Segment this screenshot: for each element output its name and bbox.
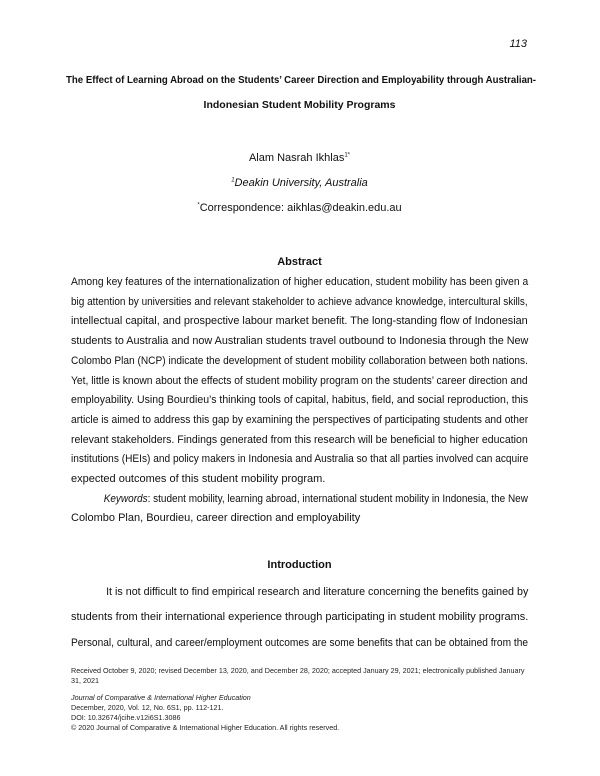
page-number: 113	[509, 38, 527, 50]
received-dates: Received October 9, 2020; revised December 13, 2020, and December 28, 2020; accepted January 29, 2021; electronically published January 31, 2021	[71, 666, 525, 685]
title-line-2: Indonesian Student Mobility Programs	[203, 99, 396, 111]
abstract-heading: Abstract	[277, 256, 322, 268]
intro-line: It is not difficult to find empirical research and literature concerning the benefits gained by	[106, 586, 529, 598]
abstract-line: big attention by universities and relevant stakeholder to achieve advance knowledge, intercultural skills,	[71, 295, 528, 308]
abstract-line: Yet, little is known about the effects of student mobility program on the students’ career direction and	[71, 374, 528, 387]
abstract-line: expected outcomes of this student mobility program.	[71, 473, 326, 485]
copyright: © 2020 Journal of Comparative & International Higher Education. All rights reserved.	[71, 723, 340, 732]
journal-name: Journal of Comparative & International Higher Education	[71, 693, 251, 702]
doi: DOI: 10.32674/jcihe.v12i6S1.3086	[71, 713, 181, 722]
abstract-line: employability. Using Bourdieu’s thinking tools of capital, habitus, field, and social reproduction, this	[71, 394, 529, 407]
correspondence	[71, 201, 528, 215]
title-line-1: The Effect of Learning Abroad on the Students’ Career Direction and Employability through Australian-	[66, 74, 537, 86]
keywords-line-1	[71, 492, 528, 506]
correspondence-sup: *	[197, 202, 200, 209]
abstract-line: intellectual capital, and prospective labour market benefit. The long-standing flow of Indonesian	[71, 315, 528, 328]
keywords-text: : student mobility, learning abroad, international student mobility in Indonesia, the New	[147, 493, 528, 505]
abstract-line: students to Australia and now Australian students travel outbound to Indonesia through the New	[71, 335, 529, 348]
author	[71, 151, 528, 165]
abstract-line: institutions (HEIs) and policy makers in Indonesia and Australia so that all parties involved can acquire	[71, 453, 529, 466]
correspondence-text: Correspondence: aikhlas@deakin.edu.au	[199, 202, 402, 214]
introduction-heading: Introduction	[267, 559, 332, 571]
affiliation-sup: 1	[231, 177, 235, 184]
abstract-line: relevant stakeholders. Findings generated from this research will be beneficial to higher education	[71, 433, 528, 446]
abstract-line: Among key features of the internationalization of higher education, student mobility has been given a	[71, 276, 529, 288]
issue-info: December, 2020, Vol. 12, No. 6S1, pp. 112-121.	[71, 703, 224, 712]
keywords-label: Keywords	[103, 493, 148, 505]
abstract-line: article is aimed to address this gap by examining the perspectives of participating students and other	[71, 413, 529, 426]
affiliation	[71, 176, 528, 190]
intro-line: Personal, cultural, and career/employment outcomes are some benefits that can be obtained from the	[71, 637, 529, 649]
affiliation-text: Deakin University, Australia	[234, 177, 368, 189]
author-name: Alam Nasrah Ikhlas	[248, 152, 345, 164]
author-sup: 1*	[344, 152, 351, 159]
keywords-line-2: Colombo Plan, Bourdieu, career direction and employability	[71, 512, 361, 524]
abstract-line: Colombo Plan (NCP) indicate the development of student mobility collaboration between both nations.	[71, 354, 528, 367]
intro-line: students from their international experience through participating in student mobility programs.	[71, 611, 529, 623]
